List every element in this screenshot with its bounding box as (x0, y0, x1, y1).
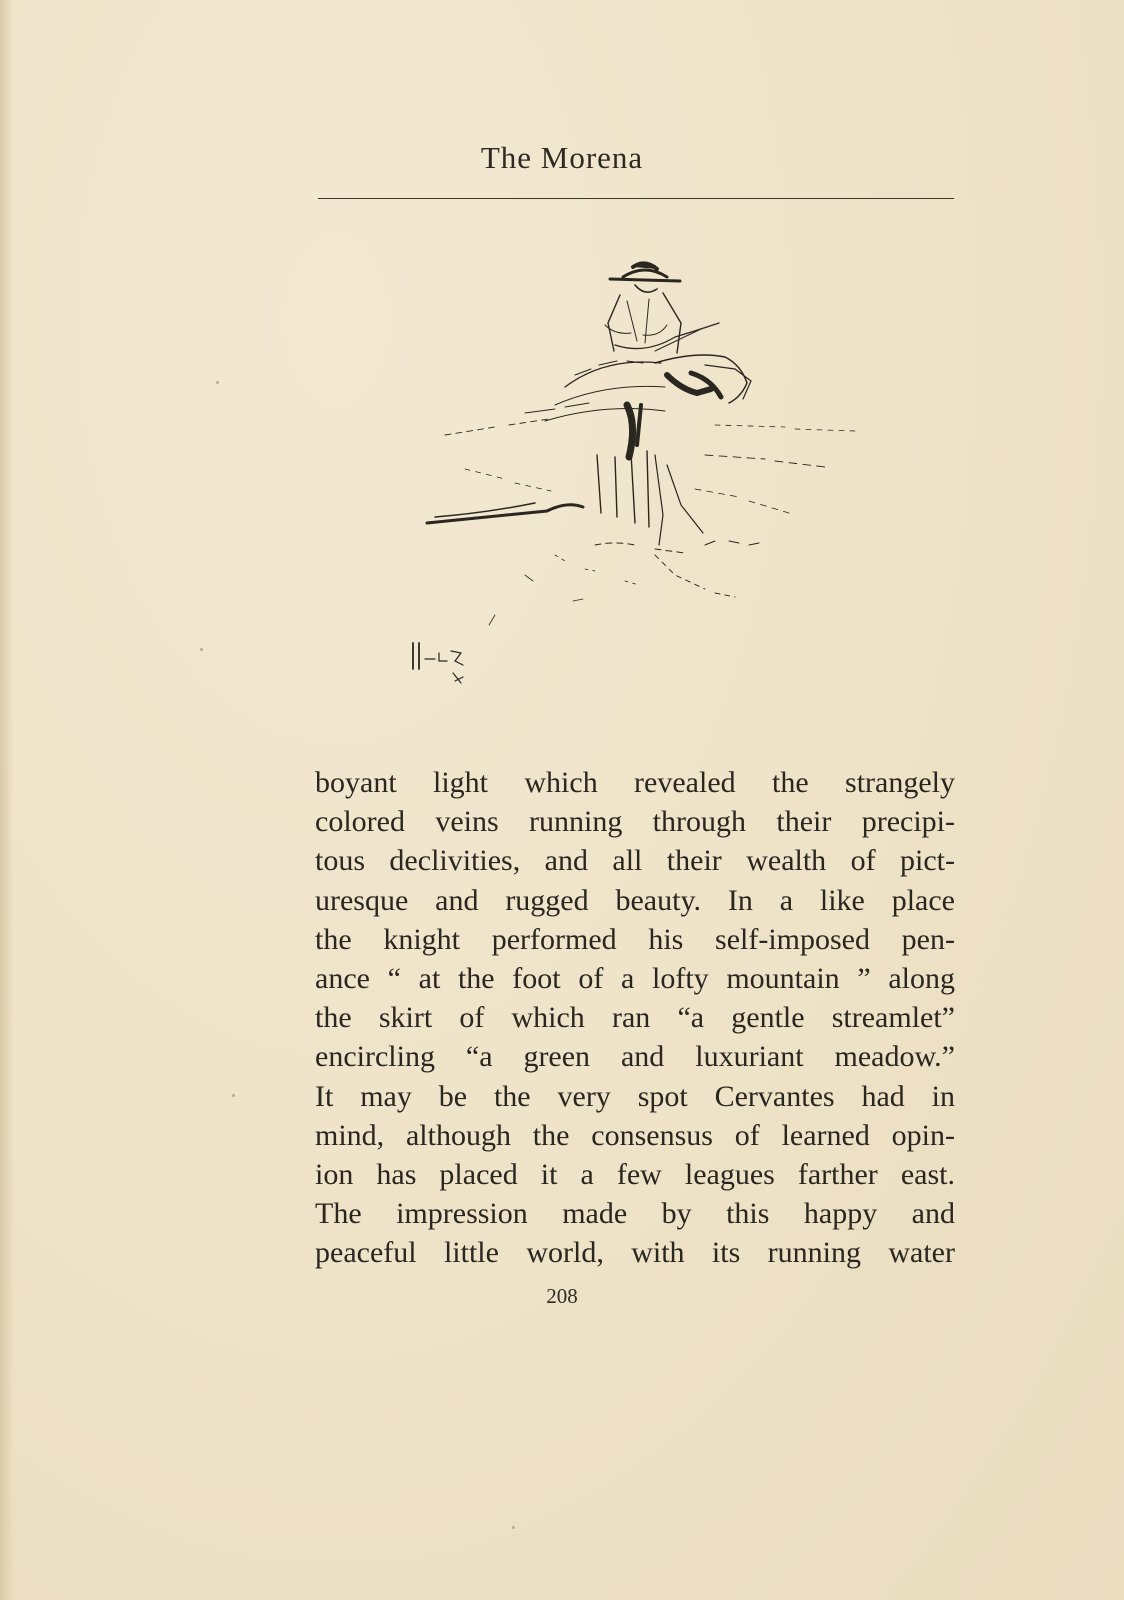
text-line-5: the knight performed his self-imposed pen- (315, 922, 955, 956)
horseman-sketch-icon (405, 255, 875, 715)
text-line-2: colored veins running through their precipi- (315, 805, 955, 839)
text-line-4: uresque and rugged beauty. In a like place (315, 883, 955, 917)
running-head: The Morena (480, 140, 644, 175)
body-text (315, 763, 955, 1272)
paper-speck (216, 381, 219, 384)
page-number: 208 (546, 1284, 578, 1308)
text-line-6: ance “ at the foot of a lofty mountain ” along (315, 961, 955, 995)
page-edge-shadow (0, 0, 14, 1600)
paper-speck (232, 1094, 235, 1097)
text-line-9: It may be the very spot Cervantes had in (315, 1079, 955, 1113)
text-line-13: peaceful little world, with its running water (315, 1236, 955, 1270)
text-line-1: boyant light which revealed the strangely (315, 766, 955, 799)
text-line-8: encircling “a green and luxuriant meadow.” (315, 1040, 955, 1074)
text-line-10: mind, although the consensus of learned opin- (315, 1118, 955, 1152)
text-line-3: tous declivities, and all their wealth of pict- (315, 844, 955, 878)
text-line-7: the skirt of which ran “a gentle streamlet” (315, 1001, 955, 1035)
header-rule (318, 198, 954, 199)
paper-speck (512, 1526, 515, 1529)
text-line-11: ion has placed it a few leagues farther east. (315, 1157, 955, 1191)
paper-speck (200, 648, 203, 651)
text-line-12: The impression made by this happy and (315, 1197, 955, 1231)
